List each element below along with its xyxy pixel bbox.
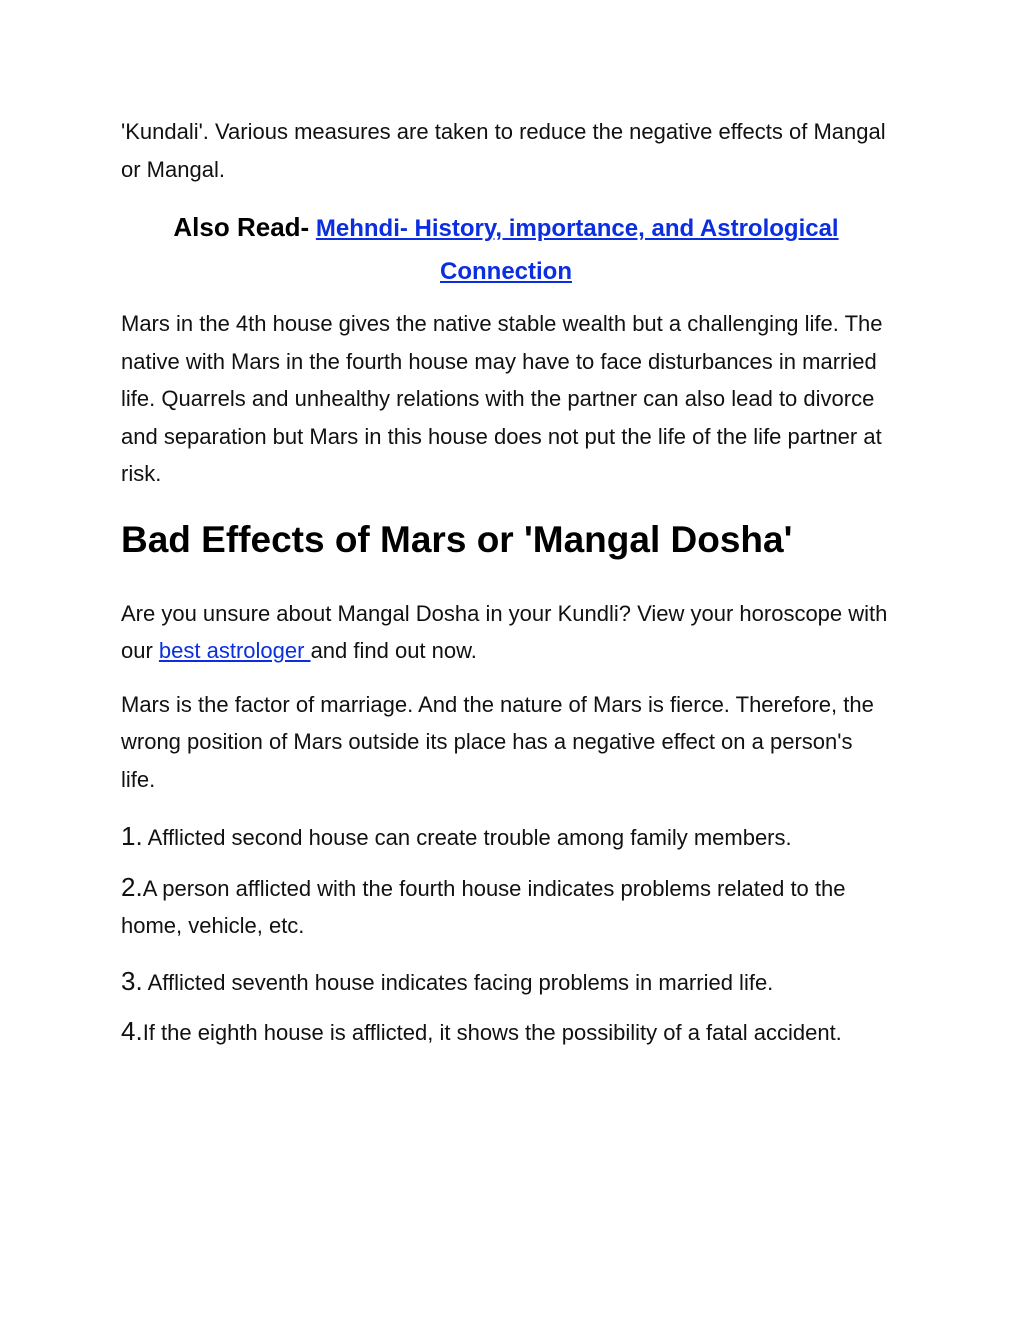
- document-page: [121, 113, 891, 1064]
- list-item: [121, 1013, 891, 1052]
- list-item-text: If the eighth house is afflicted, it shows the possibility of a fatal accident.: [142, 1020, 842, 1045]
- list-item-number: 2.: [121, 871, 143, 902]
- list-item-text: Afflicted second house can create trouble among family members.: [142, 825, 792, 850]
- mars-4th-house-paragraph: Mars in the 4th house gives the native stable wealth but a challenging life. The native with Mars in the fourth house may have to face disturbances in married life. Quarrels and unhealthy relations with the partner can also lead to divorce and separation but Mars in this house does not put the life of the life partner at risk.: [121, 311, 883, 486]
- unsure-text-after: and find out now.: [310, 638, 477, 663]
- also-read-label: Also Read-: [173, 212, 310, 242]
- list-item-number: 4.: [121, 1016, 143, 1046]
- marriage-paragraph: Mars is the factor of marriage. And the nature of Mars is fierce. Therefore, the wrong position of Mars outside its place has a negative effect on a person's life.: [121, 691, 874, 792]
- list-item: [121, 963, 891, 1002]
- list-item-number: 3.: [121, 965, 143, 996]
- also-read-link[interactable]: Mehndi- History, importance, and Astrological Connection: [315, 215, 839, 285]
- list-item-text: Afflicted seventh house indicates facing problems in married life.: [142, 969, 774, 995]
- section-heading: Bad Effects of Mars or 'Mangal Dosha': [121, 518, 793, 560]
- best-astrologer-link[interactable]: best astrologer: [158, 638, 311, 663]
- unsure-paragraph: [121, 595, 891, 670]
- list-item-text: A person afflicted with the fourth house indicates problems related to the home, vehicle, etc.: [121, 875, 846, 938]
- also-read-block: [121, 206, 891, 293]
- list-item: [121, 869, 891, 945]
- unsure-text-before: Are you unsure about Mangal Dosha in your Kundli? View your horoscope with our: [121, 600, 888, 663]
- list-item-number: 1.: [121, 821, 143, 851]
- list-item: [121, 818, 891, 857]
- intro-paragraph: 'Kundali'. Various measures are taken to reduce the negative effects of Mangal or Mangal.: [121, 119, 886, 182]
